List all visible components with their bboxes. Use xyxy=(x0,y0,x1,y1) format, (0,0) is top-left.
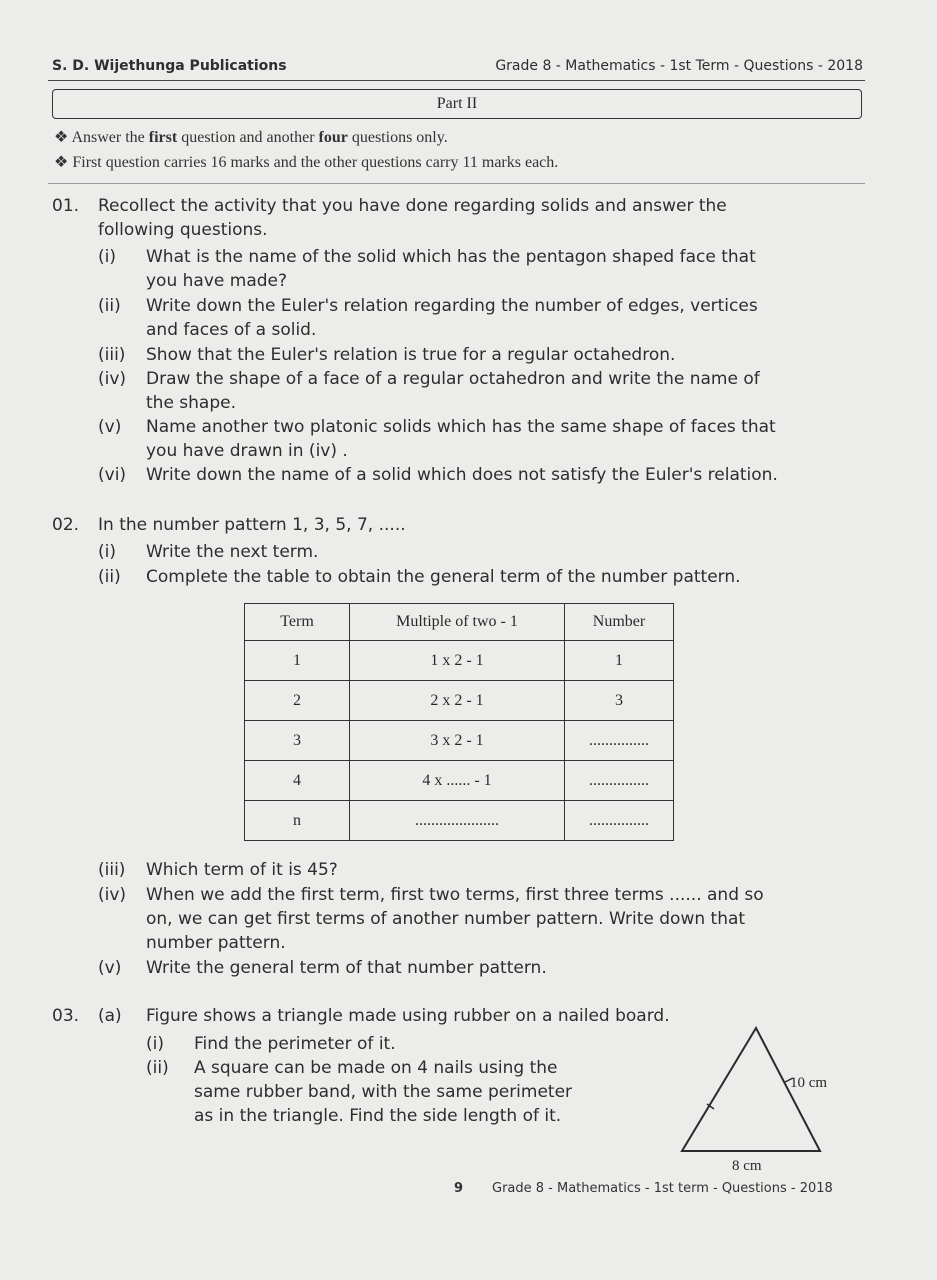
q1-part-text: Write down the name of a solid which does not satisfy the Euler's relation. xyxy=(146,465,778,485)
q3-number: 03. xyxy=(52,1006,80,1026)
q3-a-text: Figure shows a triangle made using rubber on a nailed board. xyxy=(146,1006,670,1026)
instruction-1: ❖ Answer the first question and another four questions only. xyxy=(54,129,448,146)
q2-part-label: (v) xyxy=(98,958,122,978)
q2-part-text: Which term of it is 45? xyxy=(146,860,338,880)
table-row xyxy=(245,641,674,681)
table-row xyxy=(245,761,674,801)
table-header-cell: Multiple of two - 1 xyxy=(350,604,565,641)
table-row xyxy=(245,681,674,721)
q1-part-text: Write down the Euler's relation regarding the number of edges, vertices and faces of a solid. xyxy=(146,296,758,340)
table-cell: 3 x 2 - 1 xyxy=(350,721,565,761)
q1-part-text: Name another two platonic solids which has the same shape of faces that you have drawn in (iv) . xyxy=(146,417,776,461)
table-header-cell: Term xyxy=(245,604,350,641)
table-cell: 1 xyxy=(245,641,350,681)
q2-part-label: (i) xyxy=(98,542,116,562)
table-cell: 2 x 2 - 1 xyxy=(350,681,565,721)
triangle-figure xyxy=(670,1020,860,1180)
table-cell: 3 xyxy=(565,681,674,721)
table-cell: ..................... xyxy=(350,801,565,841)
table-cell: 4 x ...... - 1 xyxy=(350,761,565,801)
bullet-icon: ❖ xyxy=(54,129,72,146)
pattern-table xyxy=(244,603,674,841)
side-length-label: 10 cm xyxy=(790,1075,828,1091)
q1-part-text: What is the name of the solid which has the pentagon shaped face that you have made? xyxy=(146,247,756,291)
table-cell: ............... xyxy=(565,761,674,801)
instruction-2: ❖ First question carries 16 marks and the other questions carry 11 marks each. xyxy=(54,154,559,171)
table-cell: ............... xyxy=(565,721,674,761)
table-cell: 4 xyxy=(245,761,350,801)
q2-part-text: Complete the table to obtain the general term of the number pattern. xyxy=(146,567,741,587)
page-number: 9 xyxy=(454,1181,464,1196)
table-cell: 1 x 2 - 1 xyxy=(350,641,565,681)
q1-part-label: (v) xyxy=(98,417,122,437)
table-row xyxy=(245,801,674,841)
bullet-icon: ❖ xyxy=(54,154,73,171)
q3-part-text: A square can be made on 4 nails using the same rubber band, with the same perimeter as in the triangle. Find the side length of it. xyxy=(194,1058,573,1126)
table-row xyxy=(245,721,674,761)
base-length-label: 8 cm xyxy=(732,1158,762,1174)
q1-part-label: (ii) xyxy=(98,296,121,316)
footer-title: Grade 8 - Mathematics - 1st term - Questions - 2018 xyxy=(492,1181,833,1196)
q1-number: 01. xyxy=(52,196,80,216)
table-header-cell: Number xyxy=(565,604,674,641)
q2-part-text: When we add the first term, first two terms, first three terms ...... and so on, we can get first terms of another number pattern. Write down that number pattern. xyxy=(146,885,764,953)
q3-part-text: Find the perimeter of it. xyxy=(194,1034,396,1054)
q1-part-text: Draw the shape of a face of a regular octahedron and write the name of the shape. xyxy=(146,369,760,413)
table-cell: ............... xyxy=(565,801,674,841)
q2-part-label: (iv) xyxy=(98,885,127,905)
q3-part-label: (i) xyxy=(146,1034,164,1054)
table-cell: n xyxy=(245,801,350,841)
q3-part-label: (ii) xyxy=(146,1058,169,1078)
instruction-divider xyxy=(48,183,865,184)
q2-part-text: Write the next term. xyxy=(146,542,319,562)
q1-stem: Recollect the activity that you have done regarding solids and answer the following questions. xyxy=(98,196,727,240)
table-header-row xyxy=(245,604,674,641)
q1-part-label: (iv) xyxy=(98,369,127,389)
table-cell: 1 xyxy=(565,641,674,681)
q1-part-label: (vi) xyxy=(98,465,127,485)
q2-part-label: (iii) xyxy=(98,860,126,880)
q2-part-label: (ii) xyxy=(98,567,121,587)
q3-a-label: (a) xyxy=(98,1006,122,1026)
paper-title: Grade 8 - Mathematics - 1st Term - Questions - 2018 xyxy=(495,58,863,74)
q1-part-label: (iii) xyxy=(98,345,126,365)
q1-part-label: (i) xyxy=(98,247,116,267)
header-divider xyxy=(48,80,865,81)
q2-part-text: Write the general term of that number pattern. xyxy=(146,958,547,978)
table-cell: 2 xyxy=(245,681,350,721)
q2-stem: In the number pattern 1, 3, 5, 7, ..... xyxy=(98,515,406,535)
publisher-name: S. D. Wijethunga Publications xyxy=(52,58,287,74)
q2-number: 02. xyxy=(52,515,80,535)
table-cell: 3 xyxy=(245,721,350,761)
q1-part-text: Show that the Euler's relation is true for a regular octahedron. xyxy=(146,345,676,365)
part-heading: Part II xyxy=(52,89,862,119)
